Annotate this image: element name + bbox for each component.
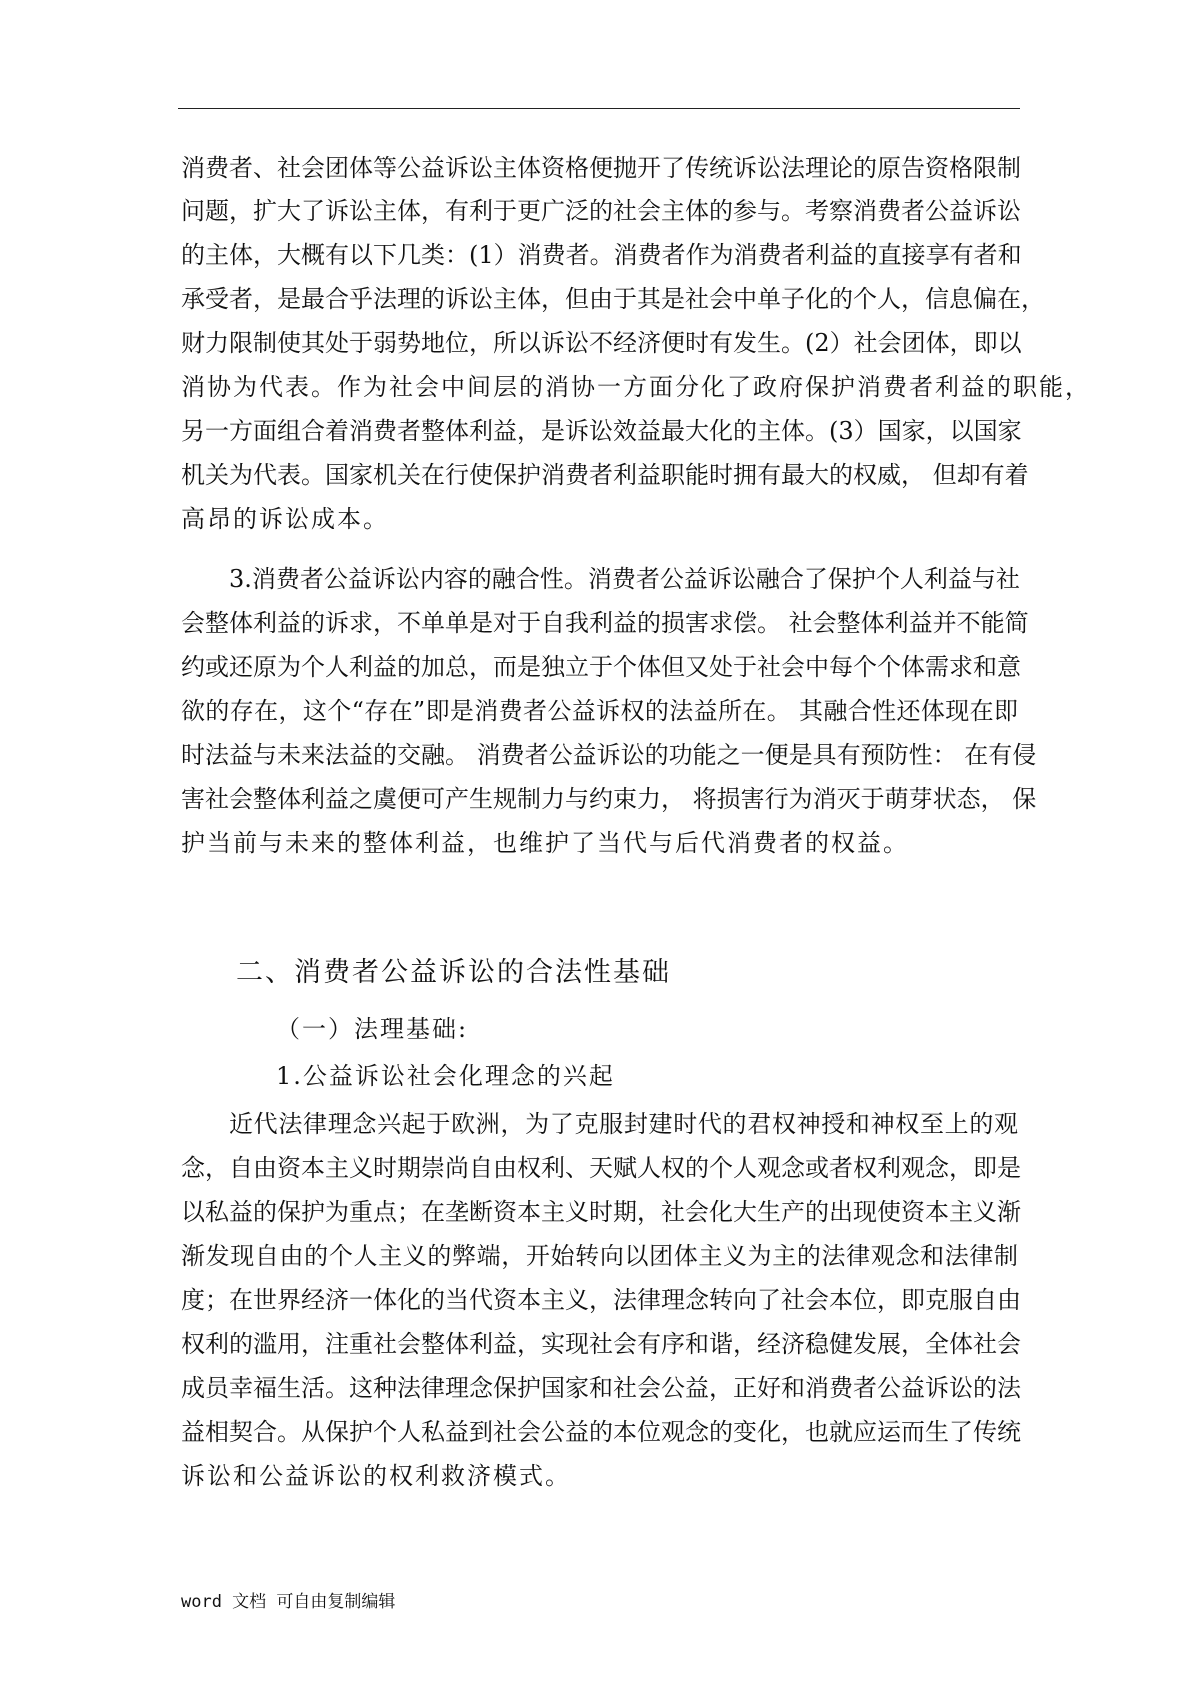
- text-line: 欲的存在，这个“存在”即是消费者公益诉权的法益所在。 其融合性还体现在即: [181, 697, 1018, 725]
- subsection-heading: （一）法理基础:: [276, 1015, 469, 1043]
- text-line: 会整体利益的诉求，不单单是对于自我利益的损害求偿。 社会整体利益并不能简: [181, 609, 1029, 637]
- text-line: 消协为代表。作为社会中间层的消协一方面分化了政府保护消费者利益的职能，: [181, 373, 1091, 401]
- text-line: 成员幸福生活。这种法律理念保护国家和社会公益，正好和消费者公益诉讼的法: [181, 1374, 1021, 1402]
- text-line: 度；在世界经济一体化的当代资本主义，法律理念转向了社会本位，即克服自由: [181, 1286, 1021, 1314]
- text-line: 机关为代表。国家机关在行使保护消费者利益职能时拥有最大的权威， 但却有着: [181, 461, 1029, 489]
- text-line: 权利的滥用，注重社会整体利益，实现社会有序和谐，经济稳健发展，全体社会: [181, 1330, 1021, 1358]
- text-line: 近代法律理念兴起于欧洲，为了克服封建时代的君权神授和神权至上的观: [229, 1110, 1018, 1138]
- page-footer: word 文档 可自由复制编辑: [181, 1592, 396, 1612]
- text-line: 承受者，是最合乎法理的诉讼主体，但由于其是社会中单子化的个人，信息偏在，: [181, 285, 1045, 313]
- section-heading: 二、消费者公益诉讼的合法性基础: [236, 957, 671, 988]
- text-line: 诉讼和公益诉讼的权利救济模式。: [181, 1462, 571, 1490]
- text-line: 害社会整体利益之虞便可产生规制力与约束力， 将损害行为消灭于萌芽状态， 保: [181, 785, 1037, 813]
- text-line: 财力限制使其处于弱势地位，所以诉讼不经济便时有发生。(2）社会团体，即以: [181, 329, 1022, 357]
- text-line: 约或还原为个人利益的加总，而是独立于个体但又处于社会中每个个体需求和意: [181, 653, 1021, 681]
- text-line: 3.消费者公益诉讼内容的融合性。消费者公益诉讼融合了保护个人利益与社: [229, 565, 1020, 593]
- text-line: 高昂的诉讼成本。: [181, 505, 389, 533]
- text-line: 渐发现自由的个人主义的弊端，开始转向以团体主义为主的法律观念和法律制: [181, 1242, 1018, 1270]
- header-rule: [178, 108, 1020, 109]
- text-line: 另一方面组合着消费者整体利益，是诉讼效益最大化的主体。(3）国家，以国家: [181, 417, 1022, 445]
- item-heading: 1.公益诉讼社会化理念的兴起: [276, 1062, 615, 1090]
- text-line: 消费者、社会团体等公益诉讼主体资格便抛开了传统诉讼法理论的原告资格限制: [181, 154, 1021, 182]
- text-line: 的主体，大概有以下几类：(1）消费者。消费者作为消费者利益的直接享有者和: [181, 241, 1022, 269]
- text-line: 益相契合。从保护个人私益到社会公益的本位观念的变化，也就应运而生了传统: [181, 1418, 1021, 1446]
- text-line: 念，自由资本主义时期崇尚自由权利、天赋人权的个人观念或者权利观念，即是: [181, 1154, 1021, 1182]
- text-line: 护当前与未来的整体利益，也维护了当代与后代消费者的权益。: [181, 829, 909, 857]
- text-line: 以私益的保护为重点；在垄断资本主义时期，社会化大生产的出现使资本主义渐: [181, 1198, 1021, 1226]
- text-line: 问题，扩大了诉讼主体，有利于更广泛的社会主体的参与。考察消费者公益诉讼: [181, 197, 1021, 225]
- text-line: 时法益与未来法益的交融。 消费者公益诉讼的功能之一便是具有预防性： 在有侵: [181, 741, 1037, 769]
